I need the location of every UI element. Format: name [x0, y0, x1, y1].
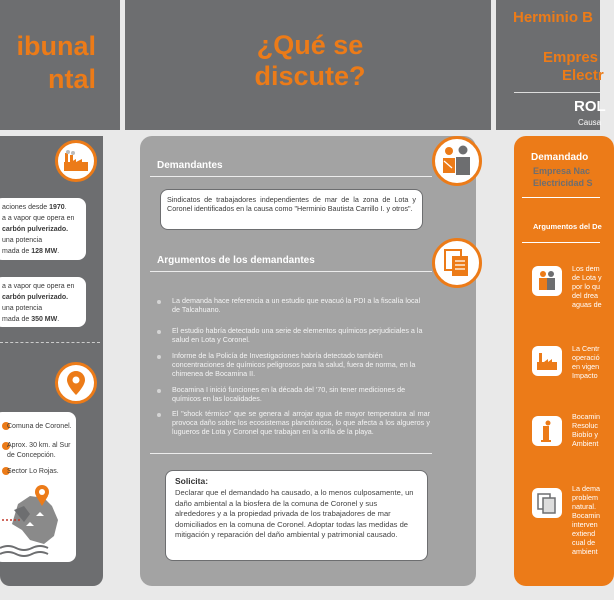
argument-bullet-3 — [157, 355, 161, 359]
demandado-label: Demandado — [531, 152, 589, 163]
argument-bullet-1 — [157, 300, 161, 304]
argumentos-divider — [150, 271, 432, 272]
right-documents-glyph — [536, 492, 558, 514]
right-chimney-glyph — [536, 420, 558, 442]
rol-label: ROL — [574, 98, 606, 115]
argumentos-heading: Argumentos de los demandantes — [157, 255, 315, 266]
plant2-box: a a vapor que opera en carbón pulverizado. una potencia mada de 350 MW. — [0, 277, 86, 327]
right-header-title: Herminio B — [513, 9, 594, 26]
people-group-icon — [432, 136, 482, 186]
right-header-divider — [514, 92, 600, 93]
demandantes-divider — [150, 176, 432, 177]
argument-bullet-4 — [157, 389, 161, 393]
causa-label: Causa — [578, 118, 602, 127]
solicita-divider — [150, 453, 432, 454]
documents-icon — [432, 238, 482, 288]
argument-text-1: La demanda hace referencia a un estudio que evacuó la PDI a la fiscalía local de Talcahuano. — [172, 296, 421, 314]
argument-text-4: Bocamina I inició funciones en la década del '70, sin tener mediciones de químicos en las localidades. — [172, 385, 406, 403]
solicita-box — [165, 470, 428, 561]
pin-glyph — [67, 371, 85, 395]
factory-glyph — [63, 150, 89, 172]
solicita-heading: Solicita: — [175, 476, 209, 486]
demandado-company-1: Empresa Nac — [533, 166, 591, 176]
left-divider — [0, 342, 100, 343]
demandado-divider — [522, 197, 600, 198]
right-argumentos-divider — [522, 242, 600, 243]
argument-text-2: El estudio habría detectado una serie de elementos químicos perjudiciales a la salud en Lota y Coronel. — [172, 326, 423, 344]
people-glyph — [440, 145, 474, 177]
demandantes-heading: Demandantes — [157, 160, 223, 171]
location-box: Comuna de Coronel. Aprox. 30 km. al Sur de Concepción. Sector Lo Rojas. — [0, 412, 76, 562]
right-documents-icon — [532, 488, 562, 518]
right-people-glyph — [536, 270, 558, 292]
solicita-text: Declarar que el demandado ha causado, a lo menos culposamente, un daño ambiental a la biosfera de la comuna de Coronel y sus alrededores y a la propiedad privada de los trabajadores de mar domiciliados en la comuna de Coronel. Adoptar todas las medidas de mitigación y reparación del daño ambiental y patrimonial causado. — [175, 488, 414, 539]
left-title: ibunal ntal — [16, 31, 96, 94]
plant1-box: aciones desde 1970. a a vapor que opera en carbón pulverizado. una potencia mada de 128 MW. — [0, 198, 86, 260]
right-block-1: Los dem de Lota y por lo qu del drea aguas de — [572, 264, 602, 309]
coronel-map-icon — [0, 480, 74, 560]
right-argumentos-label: Argumentos del De — [533, 222, 602, 231]
documents-glyph — [443, 248, 471, 278]
right-chimney-icon — [532, 416, 562, 446]
argument-text-5: El "shock térmico" que se genera al arrojar agua de mayor temperatura al mar provoca daño sobre los ecosistemas planctónicos, lo que afecta a los algueros y lugueros de Lota y Coronel que trabajan en la orilla de la playa. — [172, 409, 430, 436]
right-block-3: Bocamin Resoluc Biobío y Ambient — [572, 412, 600, 448]
argument-bullet-2 — [157, 330, 161, 334]
argument-text-3: Informe de la Policía de Investigaciones habría detectado también concentraciones de químicos peligrosos para la salud, fuera de norma, en la chimenea de Bocamina II. — [172, 351, 416, 378]
middle-title: ¿Qué se discute? — [254, 30, 366, 91]
right-header-subtitle-1: Empres — [543, 49, 599, 66]
right-factory-icon — [532, 346, 562, 376]
argument-bullet-5 — [157, 413, 161, 417]
right-block-2: La Centr operació en vigen Impacto — [572, 344, 600, 380]
factory-icon — [55, 140, 97, 182]
right-header-subtitle-2: Electr — [562, 67, 604, 84]
right-factory-glyph — [536, 351, 558, 371]
right-block-4: La dema problem natural. Bocamin interven extiend cual de ambient — [572, 484, 600, 556]
demandado-company-2: Electricidad S — [533, 178, 593, 188]
location-pin-icon — [55, 362, 97, 404]
demandantes-box: Sindicatos de trabajadores independientes de mar de la zona de Lota y Coronel identificados en la causa como "Herminio Bautista Carrillo I. y otros". — [160, 189, 423, 230]
right-people-icon — [532, 266, 562, 296]
